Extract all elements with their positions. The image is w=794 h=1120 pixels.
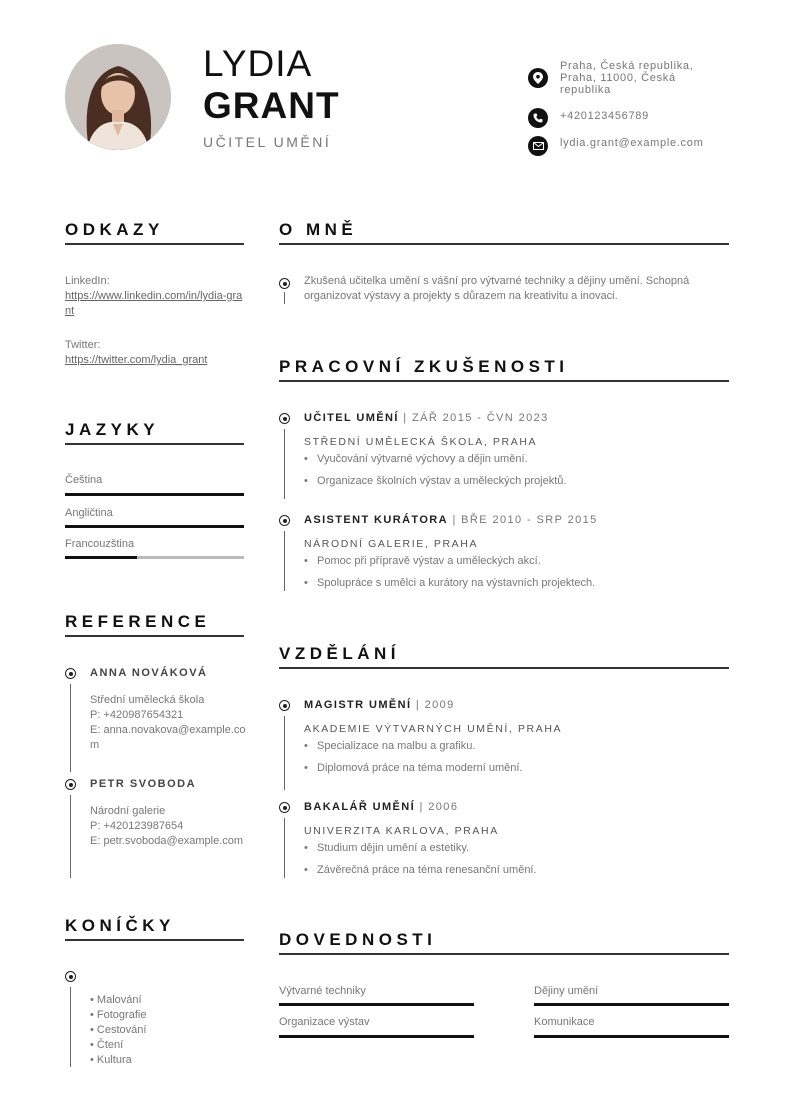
education-entry-title (304, 801, 458, 813)
phone-text: +420123456789 (560, 110, 649, 122)
twitter-url[interactable]: https://twitter.com/lydia_grant (65, 354, 208, 366)
link-twitter (65, 338, 245, 368)
hobby-item: • Fotografie (90, 1009, 147, 1021)
timeline-line (284, 818, 285, 878)
timeline-dot (279, 413, 290, 424)
skill-name: Výtvarné techniky (279, 985, 366, 997)
education-degree: MAGISTR UMĚNÍ (304, 699, 412, 711)
timeline-line (284, 429, 285, 499)
timeline-line (284, 716, 285, 790)
experience-divider (279, 380, 729, 382)
language-name: Angličtina (65, 507, 113, 519)
reference-details (90, 804, 246, 849)
reference-org: Národní galerie (90, 805, 166, 817)
skills-section-title: DOVEDNOSTI (279, 930, 437, 949)
timeline-line (70, 987, 71, 1067)
references-divider (65, 635, 244, 637)
language-name: Čeština (65, 474, 103, 486)
contact-address (528, 60, 730, 96)
timeline-line (70, 684, 71, 772)
skill-name: Dějiny umění (534, 985, 599, 997)
education-institution: AKADEMIE VÝTVARNÝCH UMĚNÍ, PRAHA (304, 723, 563, 735)
link-linkedin (65, 274, 245, 319)
reference-email: E: anna.novakova@example.com (90, 724, 246, 751)
timeline-dot (65, 971, 76, 982)
hobby-item: • Malování (90, 994, 142, 1006)
language-level-bar (65, 493, 244, 496)
first-name: LYDIA (203, 43, 313, 84)
experience-bullet: • Vyučování výtvarné výchovy a dějin umění. (304, 453, 528, 465)
address-text: Praha, Česká republika, Praha, 11000, Česká republika (560, 60, 694, 96)
about-text: Zkušená učitelka umění s vášní pro výtvarné techniky a dějiny umění. Schopná organizovat výstavy a projekty s důrazem na kreativitu a inovaci. (304, 275, 690, 302)
timeline-dot (65, 668, 76, 679)
skill-name: Komunikace (534, 1016, 595, 1028)
hobby-item: • Cestování (90, 1024, 147, 1036)
hobby-item: • Kultura (90, 1054, 132, 1066)
profile-photo (65, 44, 171, 150)
education-divider (279, 667, 729, 669)
education-section-title: VZDĚLÁNÍ (279, 644, 400, 663)
language-level-bar (65, 525, 244, 528)
timeline-dot (279, 515, 290, 526)
hobby-item: • Čtení (90, 1039, 124, 1051)
reference-org: Střední umělecká škola (90, 694, 205, 706)
education-year: | 2006 (415, 801, 459, 813)
experience-bullet: • Spolupráce s umělci a kurátory na výstavních projektech. (304, 577, 596, 589)
education-entry-title (304, 699, 455, 711)
about-section-title: O MNĚ (279, 220, 358, 239)
languages-section-title: JAZYKY (65, 420, 160, 439)
links-divider (65, 243, 244, 245)
experience-organization: NÁRODNÍ GALERIE, PRAHA (304, 538, 479, 550)
language-name: Francouzština (65, 538, 135, 550)
hobbies-list (90, 993, 146, 1068)
contact-phone (528, 108, 730, 128)
experience-bullet: • Pomoc při přípravě výstav a uměleckých akcí. (304, 555, 541, 567)
experience-role: UČITEL UMĚNÍ (304, 412, 399, 424)
linkedin-url[interactable]: https://www.linkedin.com/in/lydia-grant (65, 290, 243, 317)
skill-level-bar (534, 1035, 729, 1038)
languages-divider (65, 443, 244, 445)
experience-entry-title (304, 412, 549, 424)
experience-organization: STŘEDNÍ UMĚLECKÁ ŠKOLA, PRAHA (304, 436, 538, 448)
timeline-line (284, 531, 285, 591)
phone-icon (528, 108, 548, 128)
timeline-dot (65, 779, 76, 790)
timeline-dot (279, 278, 290, 289)
timeline-dot (279, 802, 290, 813)
links-section-title: ODKAZY (65, 220, 164, 239)
about-divider (279, 243, 729, 245)
reference-name: ANNA NOVÁKOVÁ (90, 667, 208, 679)
hobbies-section-title: KONÍČKY (65, 916, 175, 935)
location-pin-icon (528, 68, 548, 88)
reference-phone: P: +420123987654 (90, 820, 184, 832)
hobbies-divider (65, 939, 244, 941)
experience-section-title: PRACOVNÍ ZKUŠENOSTI (279, 357, 569, 376)
skills-divider (279, 953, 729, 955)
email-text: lydia.grant@example.com (560, 137, 704, 149)
timeline-line (70, 795, 71, 878)
skill-name: Organizace výstav (279, 1016, 370, 1028)
reference-name: PETR SVOBODA (90, 778, 197, 790)
language-level-bar (65, 556, 244, 559)
education-year: | 2009 (411, 699, 455, 711)
references-section-title: REFERENCE (65, 612, 211, 631)
language-level-fill (65, 556, 137, 559)
reference-phone: P: +420987654321 (90, 709, 184, 721)
linkedin-label: LinkedIn: (65, 275, 110, 287)
timeline-dot (279, 700, 290, 711)
envelope-icon (528, 136, 548, 156)
contact-email (528, 136, 730, 156)
reference-details (90, 693, 246, 753)
education-bullet: • Diplomová práce na téma moderní umění. (304, 762, 523, 774)
education-bullet: • Závěrečná práce na téma renesanční umění. (304, 864, 537, 876)
job-title: UČITEL UMĚNÍ (203, 134, 332, 150)
twitter-label: Twitter: (65, 339, 101, 351)
experience-role: ASISTENT KURÁTORA (304, 514, 448, 526)
education-institution: UNIVERZITA KARLOVA, PRAHA (304, 825, 499, 837)
reference-email: E: petr.svoboda@example.com (90, 835, 244, 847)
language-level-fill (65, 525, 244, 528)
skill-level-bar (534, 1003, 729, 1006)
experience-entry-title (304, 514, 598, 526)
experience-dates: | BŘE 2010 - SRP 2015 (448, 514, 598, 526)
experience-dates: | ZÁŘ 2015 - ČVN 2023 (398, 412, 549, 424)
last-name: GRANT (203, 85, 340, 126)
education-bullet: • Studium dějin umění a estetiky. (304, 842, 470, 854)
education-bullet: • Specializace na malbu a grafiku. (304, 740, 476, 752)
skill-level-bar (279, 1035, 474, 1038)
skill-level-bar (279, 1003, 474, 1006)
language-level-fill (65, 493, 244, 496)
timeline-line (284, 292, 285, 304)
education-degree: BAKALÁŘ UMĚNÍ (304, 801, 416, 813)
experience-bullet: • Organizace školních výstav a uměleckých projektů. (304, 475, 567, 487)
